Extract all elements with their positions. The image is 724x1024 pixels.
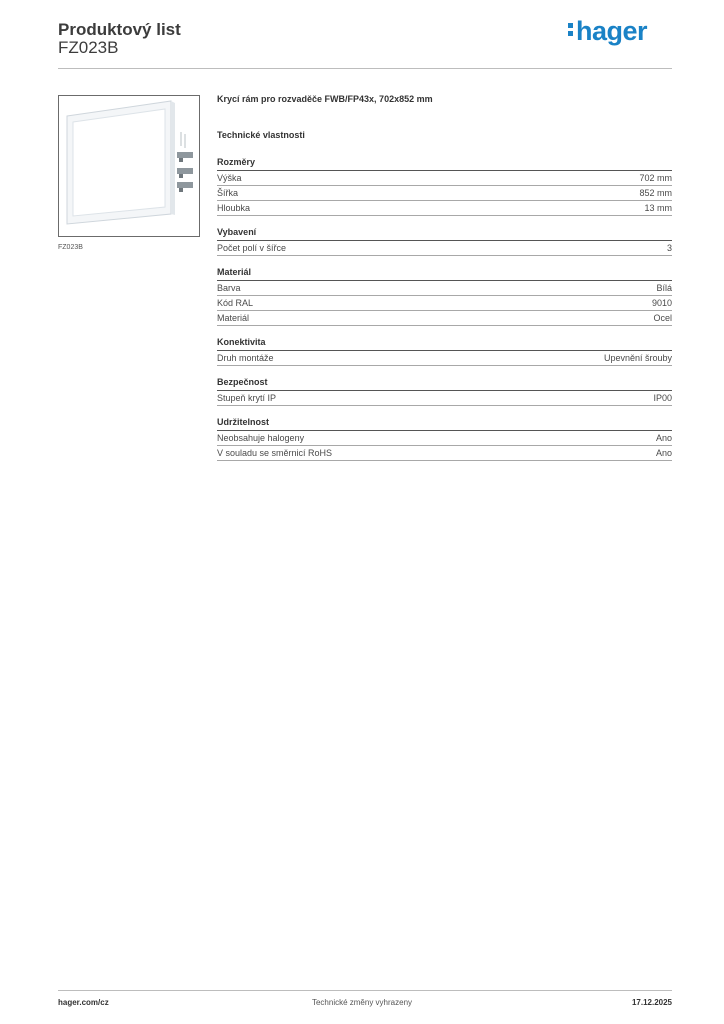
spec-value: Ano xyxy=(655,448,672,458)
group-material xyxy=(217,266,672,326)
footer-date: 17.12.2025 xyxy=(631,998,672,1007)
group-connectivity xyxy=(217,336,672,366)
spec-label: Hloubka xyxy=(217,203,251,213)
spec-row xyxy=(217,241,672,256)
footer-divider xyxy=(58,990,672,991)
group-title: Udržitelnost xyxy=(217,416,672,431)
spec-value: 9010 xyxy=(651,298,672,308)
spec-row xyxy=(217,311,672,326)
group-safety xyxy=(217,376,672,406)
spec-row xyxy=(217,201,672,216)
spec-value: 702 mm xyxy=(639,173,672,183)
group-dimensions xyxy=(217,156,672,216)
spec-row xyxy=(217,186,672,201)
group-title: Vybavení xyxy=(217,226,672,241)
spec-label: Počet polí v šířce xyxy=(217,243,287,253)
spec-value: 3 xyxy=(666,243,672,253)
product-code: FZ023B xyxy=(58,38,119,57)
page-title: Produktový list xyxy=(58,20,181,39)
spec-label: Barva xyxy=(217,283,241,293)
spec-value: Ano xyxy=(655,433,672,443)
footer-website-link[interactable]: hager.com/cz xyxy=(58,998,109,1007)
group-title: Bezpečnost xyxy=(217,376,672,391)
spec-value: IP00 xyxy=(653,393,672,403)
spec-row xyxy=(217,281,672,296)
spec-label: Stupeň krytí IP xyxy=(217,393,277,403)
spec-value: Ocel xyxy=(653,313,672,323)
spec-label: Šířka xyxy=(217,188,239,198)
spec-row xyxy=(217,391,672,406)
hager-logo[interactable] xyxy=(568,16,647,47)
group-title: Materiál xyxy=(217,266,672,281)
spec-label: V souladu se směrnicí RoHS xyxy=(217,448,333,458)
group-title: Rozměry xyxy=(217,156,672,171)
spec-label: Výška xyxy=(217,173,242,183)
spec-value: 13 mm xyxy=(644,203,672,213)
section-title: Technické vlastnosti xyxy=(217,130,305,140)
group-equipment xyxy=(217,226,672,256)
spec-label: Kód RAL xyxy=(217,298,254,308)
product-details xyxy=(217,94,672,471)
spec-row xyxy=(217,446,672,461)
spec-value: 852 mm xyxy=(639,188,672,198)
spec-label: Materiál xyxy=(217,313,250,323)
spec-row xyxy=(217,431,672,446)
spec-label: Neobsahuje halogeny xyxy=(217,433,305,443)
spec-label: Druh montáže xyxy=(217,353,274,363)
group-title: Konektivita xyxy=(217,336,672,351)
spec-row xyxy=(217,351,672,366)
footer-notice: Technické změny vyhrazeny xyxy=(311,998,413,1007)
product-image xyxy=(58,95,200,237)
frame-illustration-icon xyxy=(59,96,200,237)
spec-row xyxy=(217,296,672,311)
spec-row xyxy=(217,171,672,186)
image-caption: FZ023B xyxy=(58,244,83,251)
logo-dots-icon xyxy=(568,20,574,39)
group-sustainability xyxy=(217,416,672,461)
logo-text: hager xyxy=(576,16,648,46)
product-title: Krycí rám pro rozvaděče FWB/FP43x, 702x852 mm xyxy=(217,94,433,104)
header-divider xyxy=(58,68,672,69)
spec-value: Upevnění šrouby xyxy=(603,353,672,363)
spec-value: Bílá xyxy=(656,283,672,293)
